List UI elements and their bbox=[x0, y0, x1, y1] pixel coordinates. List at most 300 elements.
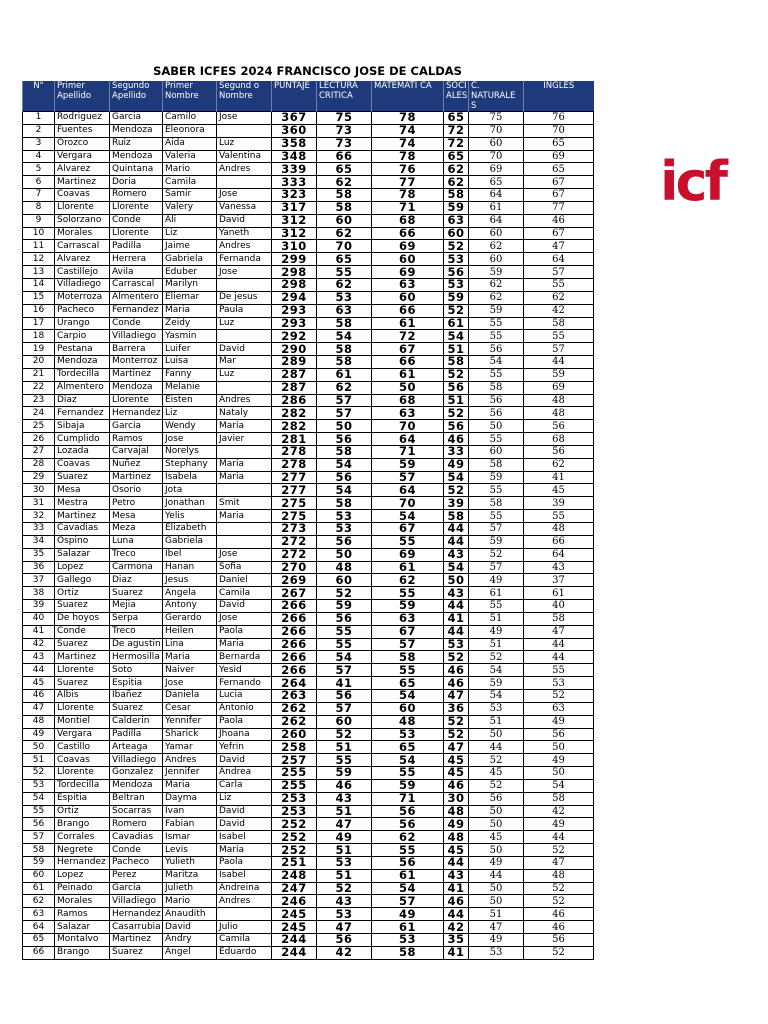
primer-apellido-cell: Almentero bbox=[55, 381, 110, 394]
segundo-nombre-cell: Isabel bbox=[217, 831, 272, 844]
primer-apellido-cell: Lopez bbox=[55, 561, 110, 574]
matematica-cell: 68 bbox=[372, 214, 444, 227]
sociales-cell: 54 bbox=[444, 561, 469, 574]
primer-apellido-cell: Lopez bbox=[55, 869, 110, 882]
puntaje-cell: 252 bbox=[272, 818, 317, 831]
table-row bbox=[23, 458, 594, 471]
ciencias-naturales-cell: 61 bbox=[469, 201, 524, 214]
ciencias-naturales-cell: 54 bbox=[469, 689, 524, 702]
matematica-cell: 69 bbox=[372, 240, 444, 253]
primer-apellido-cell: Suarez bbox=[55, 638, 110, 651]
lectura-critica-cell: 50 bbox=[317, 420, 372, 433]
lectura-critica-cell: 52 bbox=[317, 587, 372, 600]
puntaje-cell: 248 bbox=[272, 869, 317, 882]
segundo-apellido-cell: Serpa bbox=[110, 612, 163, 625]
primer-apellido-cell: Llorente bbox=[55, 664, 110, 677]
lectura-critica-cell: 55 bbox=[317, 638, 372, 651]
sociales-cell: 45 bbox=[444, 767, 469, 780]
primer-apellido-cell: Morales bbox=[55, 227, 110, 240]
primer-nombre-cell: Yelis bbox=[163, 510, 217, 523]
primer-apellido-cell: Carrascal bbox=[55, 240, 110, 253]
sociales-cell: 44 bbox=[444, 535, 469, 548]
sociales-cell: 65 bbox=[444, 112, 469, 125]
row-number-cell: 12 bbox=[23, 253, 55, 266]
ciencias-naturales-cell: 59 bbox=[469, 266, 524, 279]
ingles-cell: 55 bbox=[524, 278, 594, 291]
ciencias-naturales-cell: 70 bbox=[469, 124, 524, 137]
sociales-cell: 46 bbox=[444, 677, 469, 690]
row-number-cell: 11 bbox=[23, 240, 55, 253]
ingles-cell: 47 bbox=[524, 240, 594, 253]
primer-nombre-cell: Cesar bbox=[163, 702, 217, 715]
primer-nombre-cell: Luisa bbox=[163, 356, 217, 369]
lectura-critica-cell: 58 bbox=[317, 343, 372, 356]
segundo-apellido-cell: Mendoza bbox=[110, 779, 163, 792]
primer-apellido-cell: Solorzano bbox=[55, 214, 110, 227]
segundo-apellido-cell: Cavadias bbox=[110, 831, 163, 844]
lectura-critica-cell: 58 bbox=[317, 189, 372, 202]
table-row bbox=[23, 253, 594, 266]
ciencias-naturales-cell: 64 bbox=[469, 189, 524, 202]
table-row bbox=[23, 535, 594, 548]
segundo-nombre-cell: Jose bbox=[217, 266, 272, 279]
sociales-cell: 49 bbox=[444, 458, 469, 471]
segundo-nombre-cell bbox=[217, 908, 272, 921]
puntaje-cell: 348 bbox=[272, 150, 317, 163]
ingles-cell: 62 bbox=[524, 291, 594, 304]
ciencias-naturales-cell: 75 bbox=[469, 112, 524, 125]
segundo-apellido-cell: Llorente bbox=[110, 227, 163, 240]
matematica-cell: 68 bbox=[372, 394, 444, 407]
row-number-cell: 62 bbox=[23, 895, 55, 908]
matematica-cell: 54 bbox=[372, 754, 444, 767]
segundo-apellido-cell: Villadiego bbox=[110, 330, 163, 343]
matematica-cell: 71 bbox=[372, 792, 444, 805]
table-body bbox=[23, 112, 594, 960]
lectura-critica-cell: 61 bbox=[317, 368, 372, 381]
primer-apellido-cell: Suarez bbox=[55, 471, 110, 484]
matematica-cell: 61 bbox=[372, 921, 444, 934]
lectura-critica-cell: 43 bbox=[317, 895, 372, 908]
puntaje-cell: 264 bbox=[272, 677, 317, 690]
matematica-cell: 61 bbox=[372, 869, 444, 882]
matematica-cell: 78 bbox=[372, 189, 444, 202]
primer-nombre-cell: Yamar bbox=[163, 741, 217, 754]
ciencias-naturales-cell: 56 bbox=[469, 343, 524, 356]
primer-apellido-cell: Castillo bbox=[55, 741, 110, 754]
segundo-nombre-cell: Andres bbox=[217, 240, 272, 253]
table-row bbox=[23, 201, 594, 214]
sociales-cell: 51 bbox=[444, 343, 469, 356]
table-row bbox=[23, 368, 594, 381]
ciencias-naturales-cell: 60 bbox=[469, 137, 524, 150]
ingles-cell: 47 bbox=[524, 625, 594, 638]
primer-nombre-cell: Ali bbox=[163, 214, 217, 227]
ciencias-naturales-cell: 53 bbox=[469, 702, 524, 715]
puntaje-cell: 310 bbox=[272, 240, 317, 253]
primer-nombre-cell: Dayma bbox=[163, 792, 217, 805]
lectura-critica-cell: 47 bbox=[317, 921, 372, 934]
primer-nombre-cell: Heilen bbox=[163, 625, 217, 638]
ingles-cell: 70 bbox=[524, 124, 594, 137]
puntaje-cell: 247 bbox=[272, 882, 317, 895]
row-number-cell: 52 bbox=[23, 767, 55, 780]
segundo-apellido-cell: Perez bbox=[110, 869, 163, 882]
primer-apellido-cell: Brango bbox=[55, 818, 110, 831]
ingles-cell: 42 bbox=[524, 805, 594, 818]
matematica-cell: 61 bbox=[372, 561, 444, 574]
primer-apellido-cell: Martinez bbox=[55, 651, 110, 664]
ingles-cell: 69 bbox=[524, 381, 594, 394]
segundo-apellido-cell: Gonzalez bbox=[110, 767, 163, 780]
segundo-nombre-cell: David bbox=[217, 343, 272, 356]
col-matematica-header: MATEMATI CA bbox=[372, 81, 444, 112]
primer-nombre-cell: Lina bbox=[163, 638, 217, 651]
matematica-cell: 57 bbox=[372, 471, 444, 484]
col-lectura-critica-header: LECTURA CRITICA bbox=[317, 81, 372, 112]
ciencias-naturales-cell: 60 bbox=[469, 445, 524, 458]
matematica-cell: 56 bbox=[372, 818, 444, 831]
segundo-nombre-cell: Andres bbox=[217, 163, 272, 176]
lectura-critica-cell: 62 bbox=[317, 227, 372, 240]
segundo-nombre-cell: Jose bbox=[217, 612, 272, 625]
table-row bbox=[23, 677, 594, 690]
ciencias-naturales-cell: 59 bbox=[469, 677, 524, 690]
table-row bbox=[23, 600, 594, 613]
sociales-cell: 43 bbox=[444, 587, 469, 600]
row-number-cell: 44 bbox=[23, 664, 55, 677]
lectura-critica-cell: 51 bbox=[317, 844, 372, 857]
header-row bbox=[23, 81, 594, 112]
table-row bbox=[23, 304, 594, 317]
lectura-critica-cell: 58 bbox=[317, 201, 372, 214]
segundo-nombre-cell: Yefrin bbox=[217, 741, 272, 754]
ingles-cell: 62 bbox=[524, 458, 594, 471]
puntaje-cell: 289 bbox=[272, 356, 317, 369]
lectura-critica-cell: 55 bbox=[317, 266, 372, 279]
segundo-apellido-cell: Osorio bbox=[110, 484, 163, 497]
table-row bbox=[23, 921, 594, 934]
sociales-cell: 42 bbox=[444, 921, 469, 934]
puntaje-cell: 278 bbox=[272, 458, 317, 471]
ciencias-naturales-cell: 52 bbox=[469, 779, 524, 792]
ingles-cell: 77 bbox=[524, 201, 594, 214]
segundo-nombre-cell: Smit bbox=[217, 497, 272, 510]
ciencias-naturales-cell: 45 bbox=[469, 767, 524, 780]
matematica-cell: 60 bbox=[372, 291, 444, 304]
sociales-cell: 47 bbox=[444, 741, 469, 754]
segundo-apellido-cell: Mendoza bbox=[110, 150, 163, 163]
primer-nombre-cell: Jaime bbox=[163, 240, 217, 253]
lectura-critica-cell: 48 bbox=[317, 561, 372, 574]
primer-nombre-cell: Yasmin bbox=[163, 330, 217, 343]
primer-apellido-cell: Tordecilla bbox=[55, 368, 110, 381]
primer-nombre-cell: Antony bbox=[163, 600, 217, 613]
matematica-cell: 74 bbox=[372, 124, 444, 137]
lectura-critica-cell: 54 bbox=[317, 484, 372, 497]
segundo-nombre-cell: Jhoana bbox=[217, 728, 272, 741]
puntaje-cell: 298 bbox=[272, 266, 317, 279]
primer-apellido-cell: Llorente bbox=[55, 201, 110, 214]
primer-apellido-cell: Villadiego bbox=[55, 278, 110, 291]
row-number-cell: 3 bbox=[23, 137, 55, 150]
segundo-apellido-cell: Mesa bbox=[110, 510, 163, 523]
sociales-cell: 36 bbox=[444, 702, 469, 715]
segundo-apellido-cell: Diaz bbox=[110, 574, 163, 587]
primer-nombre-cell: Gabriela bbox=[163, 253, 217, 266]
table-row bbox=[23, 356, 594, 369]
segundo-apellido-cell: Martinez bbox=[110, 934, 163, 947]
table-row bbox=[23, 625, 594, 638]
primer-nombre-cell: Liz bbox=[163, 407, 217, 420]
segundo-nombre-cell bbox=[217, 484, 272, 497]
primer-nombre-cell: Samir bbox=[163, 189, 217, 202]
ciencias-naturales-cell: 59 bbox=[469, 304, 524, 317]
ciencias-naturales-cell: 51 bbox=[469, 612, 524, 625]
segundo-nombre-cell: Maria bbox=[217, 510, 272, 523]
primer-nombre-cell: Eisten bbox=[163, 394, 217, 407]
primer-nombre-cell: Luifer bbox=[163, 343, 217, 356]
puntaje-cell: 266 bbox=[272, 612, 317, 625]
matematica-cell: 67 bbox=[372, 343, 444, 356]
ciencias-naturales-cell: 55 bbox=[469, 317, 524, 330]
puntaje-cell: 263 bbox=[272, 689, 317, 702]
primer-nombre-cell: Aida bbox=[163, 137, 217, 150]
sociales-cell: 47 bbox=[444, 689, 469, 702]
sociales-cell: 41 bbox=[444, 946, 469, 959]
ingles-cell: 52 bbox=[524, 895, 594, 908]
puntaje-cell: 266 bbox=[272, 664, 317, 677]
row-number-cell: 51 bbox=[23, 754, 55, 767]
segundo-apellido-cell: Suarez bbox=[110, 587, 163, 600]
segundo-apellido-cell: Herrera bbox=[110, 253, 163, 266]
sociales-cell: 44 bbox=[444, 625, 469, 638]
primer-nombre-cell: Jose bbox=[163, 433, 217, 446]
lectura-critica-cell: 62 bbox=[317, 381, 372, 394]
ingles-cell: 43 bbox=[524, 561, 594, 574]
segundo-apellido-cell: Mendoza bbox=[110, 381, 163, 394]
col-puntaje-header: PUNTAJE bbox=[272, 81, 317, 112]
table-row bbox=[23, 420, 594, 433]
primer-apellido-cell: Castillejo bbox=[55, 266, 110, 279]
segundo-nombre-cell: Camila bbox=[217, 934, 272, 947]
ciencias-naturales-cell: 51 bbox=[469, 638, 524, 651]
puntaje-cell: 298 bbox=[272, 278, 317, 291]
puntaje-cell: 282 bbox=[272, 420, 317, 433]
table-row bbox=[23, 343, 594, 356]
ingles-cell: 69 bbox=[524, 150, 594, 163]
segundo-apellido-cell: Garcia bbox=[110, 112, 163, 125]
table-row bbox=[23, 946, 594, 959]
row-number-cell: 38 bbox=[23, 587, 55, 600]
sociales-cell: 52 bbox=[444, 368, 469, 381]
puntaje-cell: 245 bbox=[272, 908, 317, 921]
col-primer-nombre-header: Primer Nombre bbox=[163, 81, 217, 112]
sociales-cell: 46 bbox=[444, 779, 469, 792]
primer-nombre-cell: Yennifer bbox=[163, 715, 217, 728]
table-row bbox=[23, 869, 594, 882]
segundo-apellido-cell: Pacheco bbox=[110, 856, 163, 869]
ciencias-naturales-cell: 52 bbox=[469, 651, 524, 664]
lectura-critica-cell: 60 bbox=[317, 214, 372, 227]
puntaje-cell: 277 bbox=[272, 471, 317, 484]
ciencias-naturales-cell: 54 bbox=[469, 356, 524, 369]
ingles-cell: 58 bbox=[524, 612, 594, 625]
ingles-cell: 57 bbox=[524, 343, 594, 356]
primer-apellido-cell: Orozco bbox=[55, 137, 110, 150]
primer-nombre-cell: Angela bbox=[163, 587, 217, 600]
puntaje-cell: 245 bbox=[272, 921, 317, 934]
sociales-cell: 60 bbox=[444, 227, 469, 240]
primer-apellido-cell: Vergara bbox=[55, 150, 110, 163]
primer-apellido-cell: Tordecilla bbox=[55, 779, 110, 792]
ingles-cell: 65 bbox=[524, 137, 594, 150]
segundo-nombre-cell: Yaneth bbox=[217, 227, 272, 240]
puntaje-cell: 282 bbox=[272, 407, 317, 420]
sociales-cell: 44 bbox=[444, 523, 469, 536]
matematica-cell: 55 bbox=[372, 664, 444, 677]
primer-apellido-cell: Fuentes bbox=[55, 124, 110, 137]
ingles-cell: 49 bbox=[524, 715, 594, 728]
row-number-cell: 50 bbox=[23, 741, 55, 754]
sociales-cell: 46 bbox=[444, 664, 469, 677]
segundo-nombre-cell: Jose bbox=[217, 548, 272, 561]
table-row bbox=[23, 523, 594, 536]
col-segundo-apellido-header: Segundo Apellido bbox=[110, 81, 163, 112]
ingles-cell: 42 bbox=[524, 304, 594, 317]
ciencias-naturales-cell: 52 bbox=[469, 754, 524, 767]
primer-apellido-cell: Alvarez bbox=[55, 253, 110, 266]
segundo-nombre-cell: David bbox=[217, 754, 272, 767]
sociales-cell: 41 bbox=[444, 612, 469, 625]
sociales-cell: 44 bbox=[444, 908, 469, 921]
segundo-apellido-cell: Casarrubia bbox=[110, 921, 163, 934]
lectura-critica-cell: 53 bbox=[317, 856, 372, 869]
segundo-apellido-cell: Nuñez bbox=[110, 458, 163, 471]
segundo-nombre-cell bbox=[217, 124, 272, 137]
puntaje-cell: 287 bbox=[272, 368, 317, 381]
row-number-cell: 31 bbox=[23, 497, 55, 510]
segundo-nombre-cell bbox=[217, 330, 272, 343]
lectura-critica-cell: 73 bbox=[317, 124, 372, 137]
row-number-cell: 46 bbox=[23, 689, 55, 702]
puntaje-cell: 266 bbox=[272, 651, 317, 664]
row-number-cell: 56 bbox=[23, 818, 55, 831]
lectura-critica-cell: 53 bbox=[317, 291, 372, 304]
segundo-nombre-cell: Carla bbox=[217, 779, 272, 792]
lectura-critica-cell: 56 bbox=[317, 471, 372, 484]
ingles-cell: 56 bbox=[524, 420, 594, 433]
row-number-cell: 24 bbox=[23, 407, 55, 420]
sociales-cell: 45 bbox=[444, 754, 469, 767]
segundo-nombre-cell: Sofia bbox=[217, 561, 272, 574]
primer-apellido-cell: Diaz bbox=[55, 394, 110, 407]
primer-nombre-cell: Camila bbox=[163, 176, 217, 189]
segundo-nombre-cell: Jose bbox=[217, 189, 272, 202]
table-row bbox=[23, 124, 594, 137]
sociales-cell: 43 bbox=[444, 869, 469, 882]
puntaje-cell: 258 bbox=[272, 741, 317, 754]
matematica-cell: 72 bbox=[372, 330, 444, 343]
lectura-critica-cell: 41 bbox=[317, 677, 372, 690]
ciencias-naturales-cell: 58 bbox=[469, 381, 524, 394]
segundo-apellido-cell: Villadiego bbox=[110, 895, 163, 908]
row-number-cell: 43 bbox=[23, 651, 55, 664]
table-row bbox=[23, 934, 594, 947]
matematica-cell: 69 bbox=[372, 548, 444, 561]
puntaje-cell: 290 bbox=[272, 343, 317, 356]
ciencias-naturales-cell: 55 bbox=[469, 510, 524, 523]
primer-apellido-cell: Ortiz bbox=[55, 587, 110, 600]
puntaje-cell: 273 bbox=[272, 523, 317, 536]
matematica-cell: 50 bbox=[372, 381, 444, 394]
ciencias-naturales-cell: 62 bbox=[469, 278, 524, 291]
segundo-apellido-cell: Calderin bbox=[110, 715, 163, 728]
table-row bbox=[23, 163, 594, 176]
matematica-cell: 59 bbox=[372, 600, 444, 613]
segundo-apellido-cell: Llorente bbox=[110, 201, 163, 214]
row-number-cell: 13 bbox=[23, 266, 55, 279]
lectura-critica-cell: 58 bbox=[317, 317, 372, 330]
segundo-nombre-cell: Julio bbox=[217, 921, 272, 934]
table-row bbox=[23, 805, 594, 818]
primer-apellido-cell: Peinado bbox=[55, 882, 110, 895]
segundo-nombre-cell bbox=[217, 381, 272, 394]
ciencias-naturales-cell: 56 bbox=[469, 792, 524, 805]
segundo-apellido-cell: Ruiz bbox=[110, 137, 163, 150]
table-row bbox=[23, 715, 594, 728]
sociales-cell: 49 bbox=[444, 818, 469, 831]
matematica-cell: 60 bbox=[372, 702, 444, 715]
segundo-nombre-cell: Paola bbox=[217, 856, 272, 869]
segundo-apellido-cell: Barrera bbox=[110, 343, 163, 356]
segundo-nombre-cell: Bernarda bbox=[217, 651, 272, 664]
table-row bbox=[23, 856, 594, 869]
primer-apellido-cell: Vergara bbox=[55, 728, 110, 741]
primer-apellido-cell: Martinez bbox=[55, 510, 110, 523]
ciencias-naturales-cell: 52 bbox=[469, 548, 524, 561]
matematica-cell: 77 bbox=[372, 176, 444, 189]
sociales-cell: 58 bbox=[444, 356, 469, 369]
ciencias-naturales-cell: 53 bbox=[469, 946, 524, 959]
ciencias-naturales-cell: 54 bbox=[469, 664, 524, 677]
ingles-cell: 58 bbox=[524, 792, 594, 805]
table-row bbox=[23, 214, 594, 227]
primer-apellido-cell: Hernandez bbox=[55, 856, 110, 869]
primer-apellido-cell: Urango bbox=[55, 317, 110, 330]
puntaje-cell: 253 bbox=[272, 805, 317, 818]
primer-apellido-cell: Mestra bbox=[55, 497, 110, 510]
ciencias-naturales-cell: 44 bbox=[469, 741, 524, 754]
puntaje-cell: 286 bbox=[272, 394, 317, 407]
ciencias-naturales-cell: 59 bbox=[469, 471, 524, 484]
puntaje-cell: 266 bbox=[272, 638, 317, 651]
segundo-apellido-cell: Ramos bbox=[110, 433, 163, 446]
lectura-critica-cell: 52 bbox=[317, 882, 372, 895]
segundo-apellido-cell: Espitia bbox=[110, 677, 163, 690]
ciencias-naturales-cell: 58 bbox=[469, 458, 524, 471]
primer-apellido-cell: Carpio bbox=[55, 330, 110, 343]
table-row bbox=[23, 908, 594, 921]
ingles-cell: 48 bbox=[524, 407, 594, 420]
puntaje-cell: 252 bbox=[272, 844, 317, 857]
table-row bbox=[23, 394, 594, 407]
lectura-critica-cell: 52 bbox=[317, 728, 372, 741]
row-number-cell: 25 bbox=[23, 420, 55, 433]
lectura-critica-cell: 42 bbox=[317, 946, 372, 959]
row-number-cell: 57 bbox=[23, 831, 55, 844]
segundo-nombre-cell: Liz bbox=[217, 792, 272, 805]
